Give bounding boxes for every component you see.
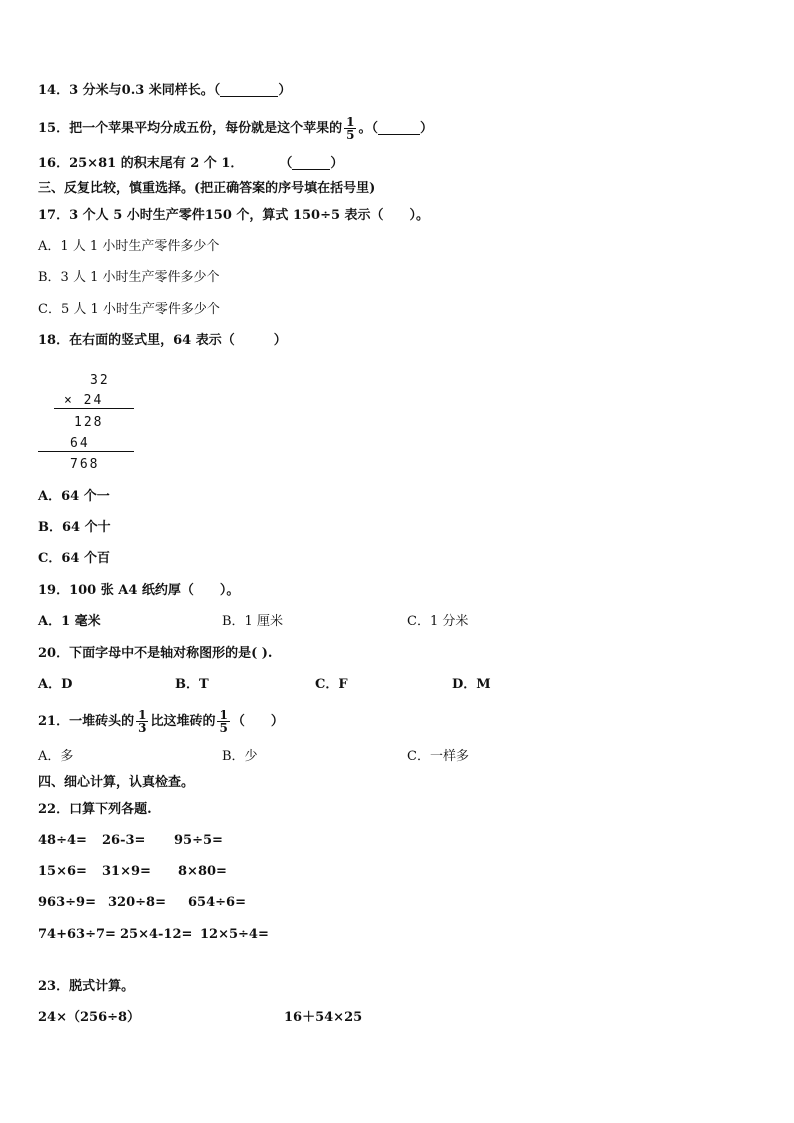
divider-line xyxy=(54,408,134,409)
question-15: 15．把一个苹果平均分成五份，每份就是这个苹果的 $\frac{1}{5}$ 。（ ） xyxy=(38,115,433,142)
question-16-text: 16．25×81 的积末尾有 2 个 1． xyxy=(38,156,244,171)
option-b[interactable]: B．3 人 1 小时生产零件多少个 xyxy=(38,270,220,285)
divider-line xyxy=(38,451,134,452)
question-23-text: 23．脱式计算。 xyxy=(38,979,135,994)
fraction: $\frac{1}{5}$ xyxy=(346,115,355,142)
answer-blank[interactable] xyxy=(378,134,420,135)
question-15-text: 15．把一个苹果平均分成五份，每份就是这个苹果的 xyxy=(38,121,343,136)
question-18-text: 18．在右面的竖式里，64 表示（ ） xyxy=(38,333,287,348)
question-19-text: 19．100 张 A4 纸约厚（ ）。 xyxy=(38,583,240,598)
calc-item: 24×（256÷8） xyxy=(38,1010,141,1025)
math-item: 74+63÷7= xyxy=(38,927,116,942)
math-item: 48÷4= xyxy=(38,833,87,848)
calc-item: 16＋54×25 xyxy=(284,1010,363,1025)
option-a[interactable]: A．D xyxy=(38,677,73,692)
math-item: 25×4-12= xyxy=(120,927,193,942)
question-22-text: 22．口算下列各题. xyxy=(38,802,152,817)
math-item: 26-3= xyxy=(102,833,146,848)
math-item: 8×80= xyxy=(178,864,227,879)
option-b[interactable]: B．1 厘米 xyxy=(222,614,283,629)
question-14: 14．3 分米与0.3 米同样长。（ ） xyxy=(38,83,292,98)
question-16: 16．25×81 的积末尾有 2 个 1． （ ） xyxy=(38,156,344,171)
option-c[interactable]: C．1 分米 xyxy=(407,614,469,629)
option-a[interactable]: A．1 毫米 xyxy=(38,614,101,629)
answer-blank[interactable] xyxy=(292,169,330,170)
section-heading-4: 四、细心计算，认真检查。 xyxy=(38,775,195,790)
option-a[interactable]: A．多 xyxy=(38,749,74,764)
math-item: 95÷5= xyxy=(174,833,223,848)
section-heading-3: 三、反复比较，慎重选择。(把正确答案的序号填在括号里) xyxy=(38,181,376,196)
math-item: 654÷6= xyxy=(188,895,246,910)
option-a[interactable]: A．64 个一 xyxy=(38,489,110,504)
option-b[interactable]: B．少 xyxy=(222,749,258,764)
math-item: 15×6= xyxy=(38,864,87,879)
option-b[interactable]: B．T xyxy=(175,677,209,692)
option-c[interactable]: C．一样多 xyxy=(407,749,469,764)
option-d[interactable]: D．M xyxy=(452,677,491,692)
option-c[interactable]: C．5 人 1 小时生产零件多少个 xyxy=(38,302,220,317)
math-item: 320÷8= xyxy=(108,895,166,910)
question-14-text: 14．3 分米与0.3 米同样长。（ xyxy=(38,83,221,98)
fraction: $\frac{1}{5}$ xyxy=(219,708,228,735)
answer-blank[interactable] xyxy=(220,96,278,97)
option-a[interactable]: A．1 人 1 小时生产零件多少个 xyxy=(38,239,220,254)
option-c[interactable]: C．64 个百 xyxy=(38,551,110,566)
math-item: 12×5÷4= xyxy=(200,927,269,942)
option-c[interactable]: C．F xyxy=(315,677,348,692)
fraction: $\frac{1}{3}$ xyxy=(138,708,147,735)
option-b[interactable]: B．64 个十 xyxy=(38,520,111,535)
math-item: 31×9= xyxy=(102,864,151,879)
math-item: 963÷9= xyxy=(38,895,96,910)
question-17-text: 17．3 个人 5 小时生产零件150 个，算式 150÷5 表示（ ）。 xyxy=(38,208,430,223)
question-21: 21．一堆砖头的 $\frac{1}{3}$ 比这堆砖的 $\frac{1}{5}$ （ ） xyxy=(38,708,284,735)
question-20-text: 20．下面字母中不是轴对称图形的是( ). xyxy=(38,646,273,661)
